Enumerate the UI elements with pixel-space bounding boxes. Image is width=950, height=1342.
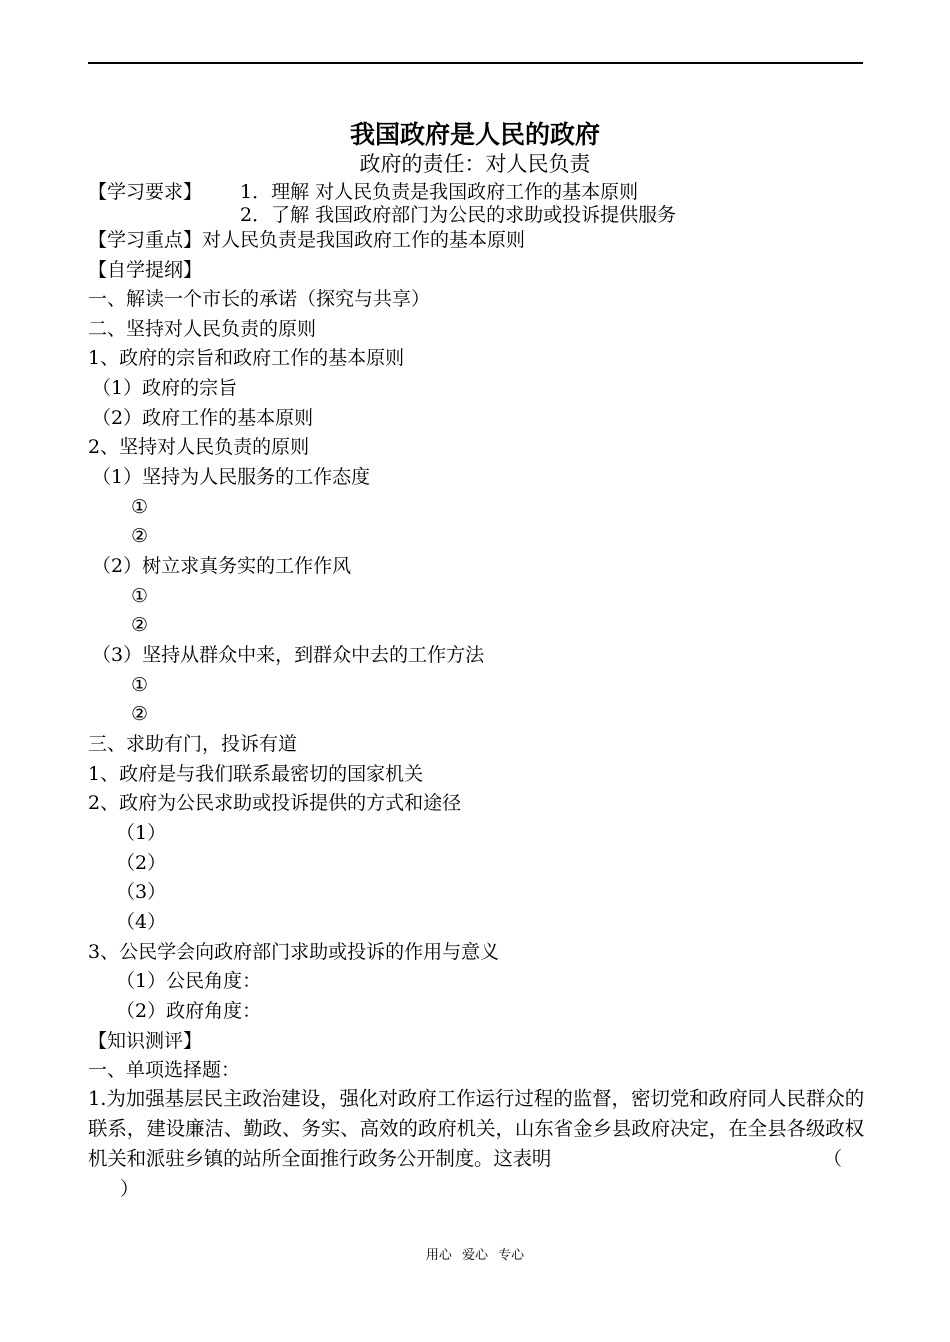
outline-line: （4） [116,911,167,933]
outline-line: 三、求助有门，投诉有道 [88,733,298,755]
outline-line: ① [131,674,149,696]
page-footer: 用心 爱心 专心 [425,1248,525,1263]
outline-line: （3）坚持从群众中来，到群众中去的工作方法 [92,644,485,666]
outline-line: 一、解读一个市长的承诺（探究与共享） [88,288,431,310]
answer-paren-close: ） [120,1178,140,1200]
outline-line: （3） [116,881,167,903]
question-section: 一、单项选择题： [88,1059,241,1081]
outline-line: 1、政府的宗旨和政府工作的基本原则 [88,347,405,369]
outline-heading: 【自学提纲】 [88,259,203,281]
outline-line: （1）公民角度： [116,970,262,992]
assessment-heading: 【知识测评】 [88,1030,203,1052]
outline-line: （2）树立求真务实的工作作风 [92,555,352,577]
outline-line: ② [131,703,149,725]
focus-line: 【学习重点】对人民负责是我国政府工作的基本原则 [88,229,526,251]
outline-line: （2） [116,852,167,874]
question-1-text: 1.为加强基层民主政治建设，强化对政府工作运行过程的监督，密切党和政府同人民群众的联系，建设廉洁、勤政、务实、高效的政府机关，山东省金乡县政府决定，在全县各级政权机关和派驻乡镇的站所全面推行政务公开制度。这表明 [88,1087,864,1170]
outline-line: 1、政府是与我们联系最密切的国家机关 [88,763,424,785]
outline-line: （1）坚持为人民服务的工作态度 [92,466,371,488]
outline-line: （1）政府的宗旨 [92,377,238,399]
outline-line: （2）政府工作的基本原则 [92,407,314,429]
outline-line: ② [131,614,149,636]
requirement-item-1: 1．理解 对人民负责是我国政府工作的基本原则 [240,181,639,203]
outline-line: （1） [116,822,167,844]
outline-line: 3、公民学会向政府部门求助或投诉的作用与意义 [88,941,500,963]
header-rule [88,62,863,64]
outline-line: （2）政府角度： [116,1000,262,1022]
outline-line: 2、政府为公民求助或投诉提供的方式和途径 [88,792,462,814]
outline-line: ① [131,496,149,518]
outline-line: ① [131,585,149,607]
outline-line: ② [131,525,149,547]
outline-line: 2、坚持对人民负责的原则 [88,436,310,458]
page-title: 我国政府是人民的政府 [349,120,600,149]
requirement-item-2: 2．了解 我国政府部门为公民的求助或投诉提供服务 [240,204,677,226]
answer-paren-open: （ [823,1148,843,1170]
requirements-label: 【学习要求】 [88,181,203,203]
outline-line: 二、坚持对人民负责的原则 [88,318,317,340]
page-subtitle: 政府的责任：对人民负责 [359,152,591,176]
